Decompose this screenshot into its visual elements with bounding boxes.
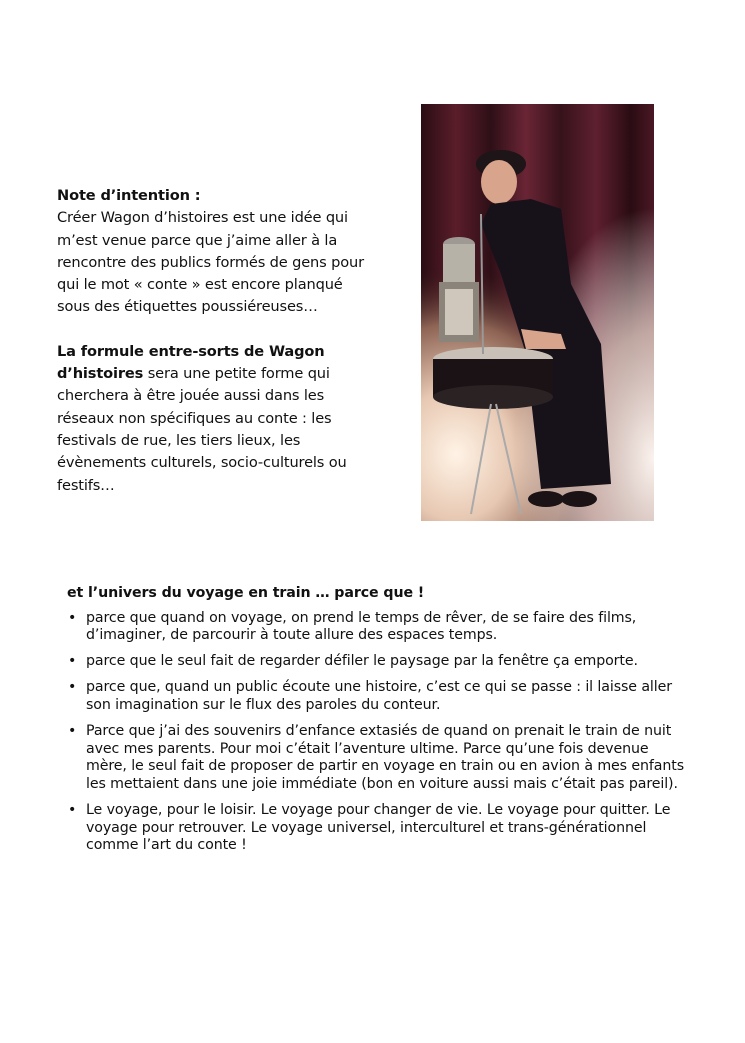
note-title: Note d’intention : <box>57 187 201 204</box>
list-item-text: parce que quand on voyage, on prend le temps de rêver, de se faire des films, d’imaginer, de parcourir à toute allure des espaces temps. <box>86 609 637 644</box>
list-item <box>67 653 687 671</box>
bullet-icon: • <box>68 679 77 696</box>
bullet-icon: • <box>68 801 77 818</box>
formula-body: sera une petite forme qui cherchera à être jouée aussi dans les réseaux non spécifiques au conte : les festivals de rue, les tiers lieux, les évènements culturels, socio-culturels ou festifs… <box>57 365 347 494</box>
list-item-text: Le voyage, pour le loisir. Le voyage pour changer de vie. Le voyage pour quitter. Le voyage pour retrouver. Le voyage universel, interculturel et trans-générationnel comme l’art du conte ! <box>86 801 671 854</box>
lantern-icon <box>439 237 479 342</box>
performer-photo <box>421 104 654 521</box>
list-item-text: parce que le seul fait de regarder défiler le paysage par la fenêtre ça emporte. <box>86 653 638 670</box>
note-body: Créer Wagon d’histoires est une idée qui m’est venue parce que j’aime aller à la rencontre des publics formés de gens pour qui le mot « conte » est encore planqué sous des étiquettes poussiéreuses… <box>57 209 364 316</box>
formula-bold: La formule entre-sorts de Wagon d’histoires <box>57 342 325 383</box>
list-item <box>67 723 687 793</box>
list-item <box>67 679 687 714</box>
bullet-icon: • <box>68 653 77 670</box>
reasons-list <box>67 610 687 855</box>
list-item-text: parce que, quand un public écoute une histoire, c’est ce qui se passe : il laisse aller son imagination sur le flux des paroles du conteur. <box>86 679 672 713</box>
performer-photo-illustration <box>421 104 654 521</box>
bullet-icon: • <box>68 723 77 740</box>
formula-paragraph <box>57 341 375 497</box>
list-item <box>67 802 687 855</box>
bullet-icon: • <box>68 609 77 626</box>
list-item <box>67 610 687 645</box>
intro-block <box>57 185 375 497</box>
list-item-text: Parce que j’ai des souvenirs d’enfance extasiés de quand on prenait le train de nuit avec mes parents. Pour moi c’était l’aventure ultime. Parce qu’une fois devenue mère, le seul fait de proposer de partir en voyage en train ou en avion à mes enfants les mettaient dans une joie immédiate (bon en voiture aussi mais c’était pas pareil). <box>86 723 685 792</box>
voyage-section <box>67 585 687 863</box>
voyage-heading: et l’univers du voyage en train … parce que ! <box>67 585 425 601</box>
paragraph-spacer <box>57 319 375 341</box>
